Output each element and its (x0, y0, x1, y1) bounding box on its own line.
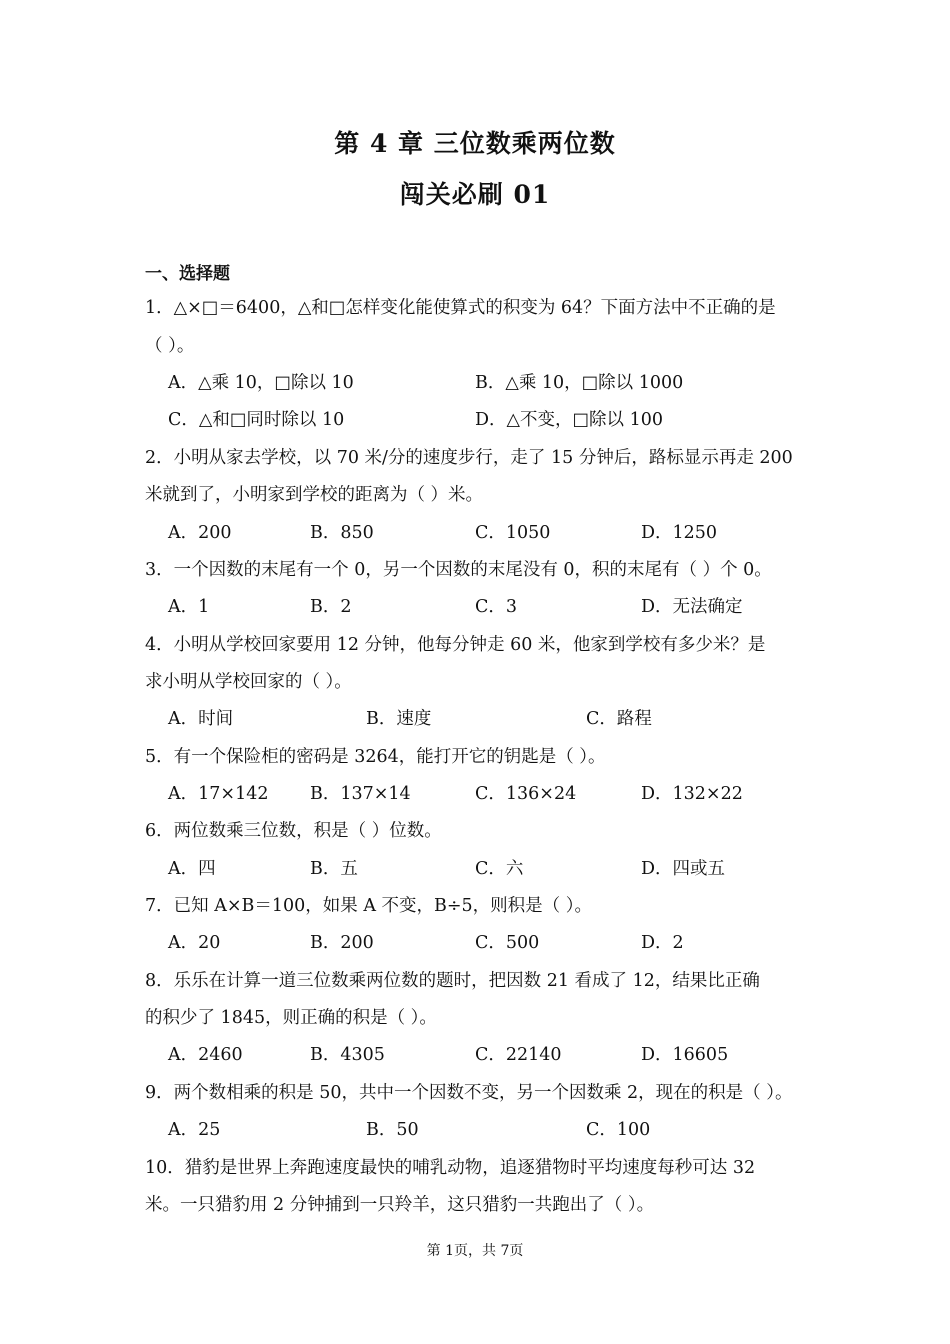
question-4-option-a: A．时间 (168, 709, 234, 729)
page-number-footer: 第 1页，共 7页 (426, 1243, 524, 1259)
question-4-line-2: 求小明从学校回家的（ ）。 (145, 672, 352, 692)
question-2-option-c: C．1050 (475, 523, 551, 543)
question-7-option-c: C．500 (475, 933, 540, 953)
question-8-line-1: 8．乐乐在计算一道三位数乘两位数的题时，把因数 21 看成了 12，结果比正确 (145, 971, 760, 991)
question-7-option-b: B．200 (310, 933, 374, 953)
question-8-line-2: 的积少了 1845，则正确的积是（ ）。 (145, 1008, 437, 1028)
question-9-option-c: C．100 (586, 1120, 651, 1140)
question-3-option-b: B．2 (310, 597, 352, 617)
question-3-option-d: D．无法确定 (641, 597, 743, 617)
question-8-option-b: B．4305 (310, 1045, 385, 1065)
question-5-option-a: A．17×142 (168, 784, 269, 804)
question-2-option-a: A．200 (168, 523, 232, 543)
question-6-option-a: A．四 (168, 859, 216, 879)
question-5-line-1: 5．有一个保险柜的密码是 3264，能打开它的钥匙是（ ）。 (145, 747, 606, 767)
question-1-option-c: C．△和□同时除以 10 (168, 410, 345, 430)
question-1-option-d: D．△不变，□除以 100 (475, 410, 663, 430)
question-4-line-1: 4．小明从学校回家要用 12 分钟，他每分钟走 60 米，他家到学校有多少米？是 (145, 635, 766, 655)
question-2-option-d: D．1250 (641, 523, 718, 543)
question-1-option-b: B．△乘 10，□除以 1000 (475, 373, 684, 393)
question-9-option-b: B．50 (366, 1120, 419, 1140)
question-8-option-c: C．22140 (475, 1045, 562, 1065)
question-5-option-b: B．137×14 (310, 784, 411, 804)
question-8-option-d: D．16605 (641, 1045, 729, 1065)
question-1-line-2: （ ）。 (145, 336, 195, 356)
question-7-line-1: 7．已知 A×B＝100，如果 A 不变，B÷5，则积是（ ）。 (145, 896, 592, 916)
question-6-option-c: C．六 (475, 859, 524, 879)
question-3-line-1: 3．一个因数的末尾有一个 0，另一个因数的末尾没有 0，积的末尾有（ ）个 0。 (145, 560, 772, 580)
question-3-option-c: C．3 (475, 597, 518, 617)
question-5-option-d: D．132×22 (641, 784, 743, 804)
question-8-option-a: A．2460 (168, 1045, 243, 1065)
question-6-option-b: B．五 (310, 859, 358, 879)
question-4-option-b: B．速度 (366, 709, 432, 729)
question-7-option-a: A．20 (168, 933, 221, 953)
exercise-subtitle: 闯关必刷 01 (399, 180, 551, 209)
question-1-option-a: A．△乘 10，□除以 10 (168, 373, 354, 393)
question-2-line-1: 2．小明从家去学校，以 70 米/分的速度步行，走了 15 分钟后，路标显示再走 200 (145, 448, 793, 468)
question-4-option-c: C．路程 (586, 709, 652, 729)
question-10-line-2: 米。一只猎豹用 2 分钟捕到一只羚羊，这只猎豹一共跑出了（ ）。 (145, 1195, 655, 1215)
question-2-option-b: B．850 (310, 523, 374, 543)
question-5-option-c: C．136×24 (475, 784, 577, 804)
question-6-option-d: D．四或五 (641, 859, 726, 879)
section-heading: 一、选择题 (145, 264, 230, 284)
question-10-line-1: 10．猎豹是世界上奔跑速度最快的哺乳动物，追逐猎物时平均速度每秒可达 32 (145, 1158, 756, 1178)
question-3-option-a: A．1 (168, 597, 210, 617)
question-9-option-a: A．25 (168, 1120, 221, 1140)
question-9-line-1: 9．两个数相乘的积是 50，共中一个因数不变，另一个因数乘 2，现在的积是（ ）。 (145, 1083, 793, 1103)
question-2-line-2: 米就到了，小明家到学校的距离为（ ）米。 (145, 485, 484, 505)
question-6-line-1: 6．两位数乘三位数，积是（ ）位数。 (145, 821, 442, 841)
chapter-title: 第 4 章 三位数乘两位数 (334, 129, 616, 158)
question-1-line-1: 1．△×□＝6400，△和□怎样变化能使算式的积变为 64？下面方法中不正确的是 (145, 298, 776, 318)
question-7-option-d: D．2 (641, 933, 684, 953)
